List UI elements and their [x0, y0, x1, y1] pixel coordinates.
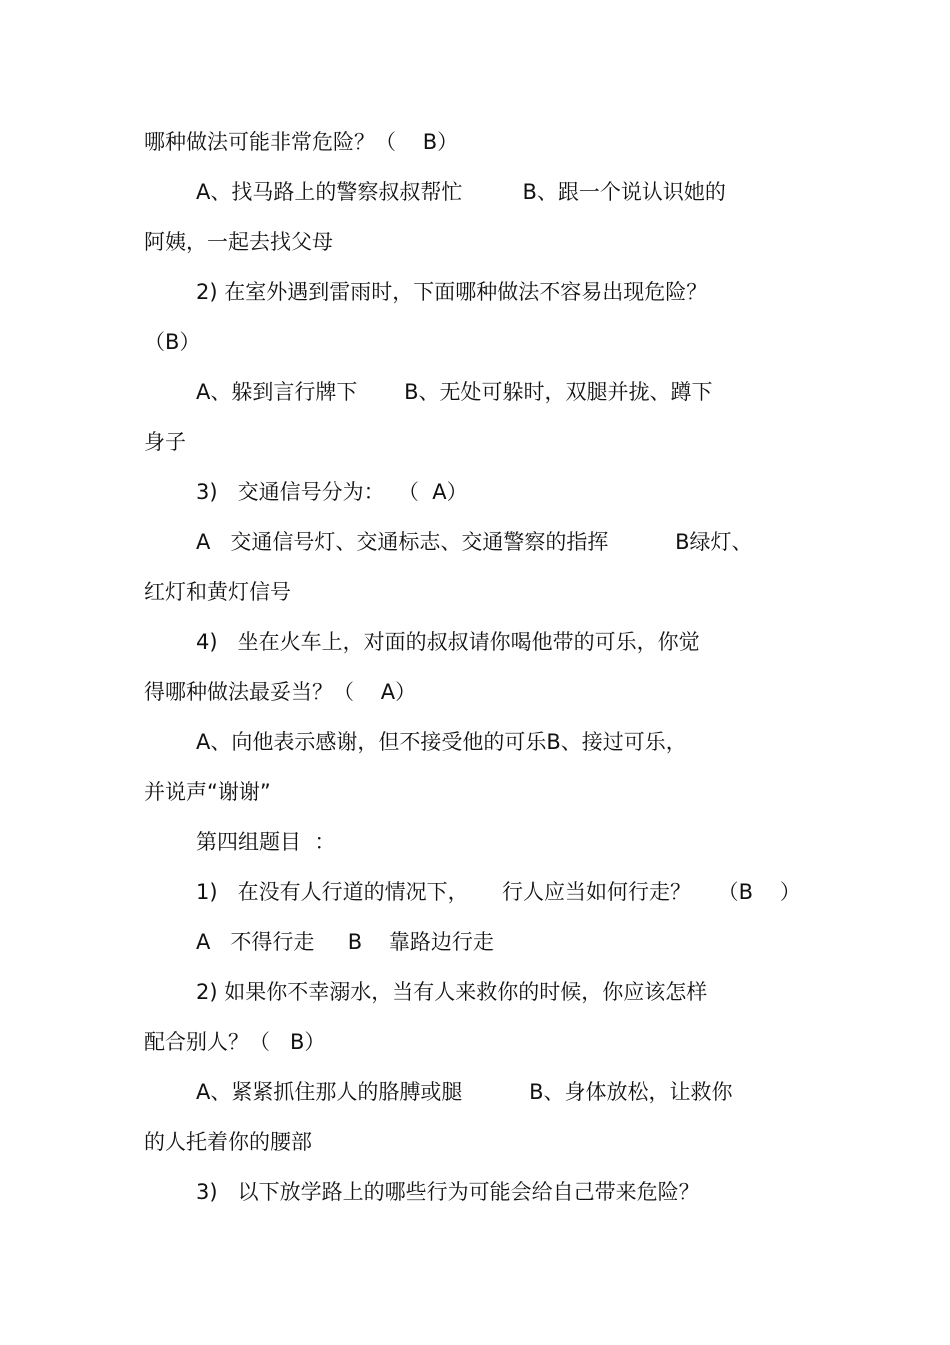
question-2-options-cont: 身子 — [144, 430, 186, 454]
section4-question-2-stem-cont: 配合别人？（ B） — [144, 1030, 326, 1054]
question-2-options: A、躲到言行牌下 B、无处可躲时，双腿并拢、蹲下 — [196, 380, 713, 404]
section4-question-2-options-cont: 的人托着你的腰部 — [144, 1130, 312, 1154]
question-3-options: A 交通信号灯、交通标志、交通警察的指挥 B绿灯、 — [196, 530, 753, 554]
question-2-stem: 2) 在室外遇到雷雨时，下面哪种做法不容易出现危险？ — [196, 280, 708, 304]
section4-question-1-stem: 1) 在没有人行道的情况下， 行人应当如何行走？ （B ） — [196, 880, 801, 904]
question-1-options-cont: 阿姨，一起去找父母 — [144, 230, 333, 254]
question-4-stem: 4) 坐在火车上，对面的叔叔请你喝他带的可乐，你觉 — [196, 630, 700, 654]
question-3-options-cont: 红灯和黄灯信号 — [144, 580, 291, 604]
question-1-options: A、找马路上的警察叔叔帮忙 B、跟一个说认识她的 — [196, 180, 726, 204]
question-2-answer: （B） — [144, 330, 201, 354]
question-4-stem-cont: 得哪种做法最妥当？（ A） — [144, 680, 417, 704]
question-4-options-cont: 并说声“谢谢” — [144, 780, 271, 804]
section4-question-2-stem: 2) 如果你不幸溺水，当有人来救你的时候，你应该怎样 — [196, 980, 708, 1004]
question-3-stem: 3) 交通信号分为： （ A） — [196, 480, 468, 504]
question-4-options: A、向他表示感谢，但不接受他的可乐B、接过可乐， — [196, 730, 687, 754]
section4-question-3-stem: 3) 以下放学路上的哪些行为可能会给自己带来危险？ — [196, 1180, 700, 1204]
section4-question-2-options: A、紧紧抓住那人的胳膊或腿 B、身体放松，让救你 — [196, 1080, 733, 1104]
section-heading: 第四组题目 ： — [196, 830, 336, 854]
section4-question-1-options: A 不得行走 B 靠路边行走 — [196, 930, 494, 954]
question-1-stem-end: 哪种做法可能非常危险？（ B） — [144, 130, 459, 154]
